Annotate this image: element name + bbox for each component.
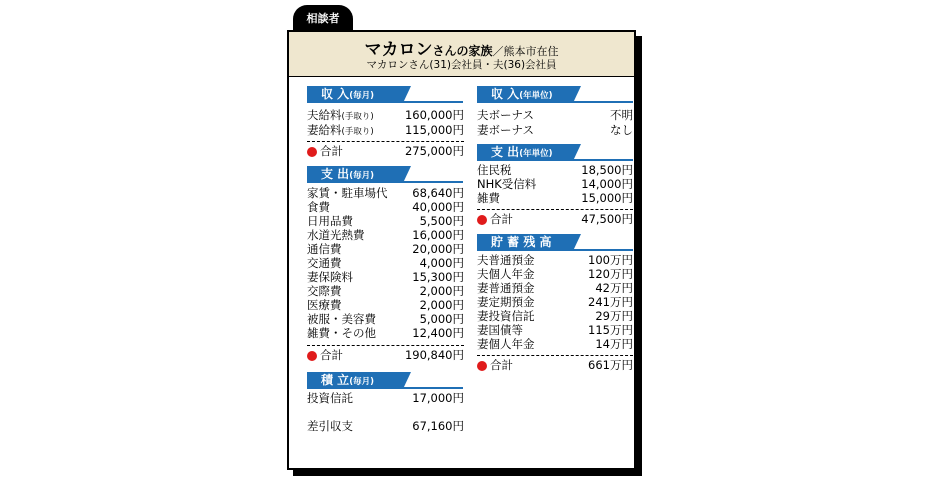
item-label: 家賃・駐車場代 — [307, 186, 388, 200]
total-value: 275,000円 — [404, 144, 464, 158]
total-label: 合計 — [320, 348, 343, 362]
section-title: 収 入 — [321, 87, 350, 101]
item-label: 住民税 — [477, 163, 512, 177]
item-value: 100万円 — [588, 253, 633, 267]
item-value: 5,500円 — [419, 214, 464, 228]
total-label: 合計 — [490, 358, 513, 372]
item-label: 水道光熱費 — [307, 228, 365, 242]
item-label: 雑費・その他 — [307, 326, 376, 340]
item-value: 160,000円 — [404, 108, 464, 122]
item-label: 夫普通預金 — [477, 253, 535, 267]
item-value: なし — [610, 123, 633, 137]
list-item — [307, 123, 464, 138]
list-item — [307, 256, 464, 271]
list-item — [477, 309, 633, 324]
item-label: 日用品費 — [307, 214, 353, 228]
family-name: マカロン — [364, 40, 433, 60]
section-title-suffix: (年単位) — [519, 91, 553, 101]
item-value: 14万円 — [595, 337, 633, 351]
list-item — [477, 108, 633, 123]
divider — [477, 355, 633, 356]
item-value: 115,000円 — [404, 123, 464, 137]
list-item — [307, 186, 464, 201]
location: ／熊本市在住 — [492, 45, 559, 58]
item-label: 妻定期預金 — [477, 295, 535, 309]
section-title-suffix: (毎月) — [349, 171, 374, 181]
item-value: 241万円 — [588, 295, 633, 309]
section-title-suffix: (年単位) — [519, 149, 553, 159]
item-label: 妻給料 — [307, 123, 342, 137]
item-value: 12,400円 — [412, 326, 464, 340]
list-item — [307, 298, 464, 313]
list-item — [307, 108, 464, 123]
total-row — [477, 358, 633, 373]
section-title-suffix: (毎月) — [349, 91, 374, 101]
item-value: 2,000円 — [419, 284, 464, 298]
total-value: 190,840円 — [404, 348, 464, 362]
family-suffix: さんの家族 — [432, 44, 493, 58]
item-label: 妻ボーナス — [477, 123, 535, 137]
item-value: 42万円 — [595, 281, 633, 295]
balance-value: 67,160円 — [412, 419, 464, 433]
section-underline — [307, 101, 463, 103]
item-value: 18,500円 — [581, 163, 633, 177]
section-underline — [477, 159, 633, 161]
card-header — [289, 32, 634, 77]
item-value: 115万円 — [588, 323, 633, 337]
header-subtitle: マカロンさん(31)会社員・夫(36)会社員 — [366, 59, 557, 71]
item-label: 交際費 — [307, 284, 342, 298]
item-value: 5,000円 — [419, 312, 464, 326]
item-value: 15,000円 — [581, 191, 633, 205]
section-title-suffix: (毎月) — [349, 377, 374, 387]
list-item — [477, 295, 633, 310]
item-label: 夫ボーナス — [477, 108, 535, 122]
total-label: 合計 — [490, 212, 513, 226]
section-underline — [307, 181, 463, 183]
item-label: 妻国債等 — [477, 323, 523, 337]
list-item — [307, 391, 464, 406]
item-label: 夫給料 — [307, 108, 342, 122]
item-value: 不明 — [610, 108, 633, 122]
item-label: NHK受信料 — [477, 177, 537, 191]
item-value: 17,000円 — [412, 391, 464, 405]
item-value: 4,000円 — [419, 256, 464, 270]
divider — [477, 209, 633, 210]
list-item — [307, 214, 464, 229]
item-label: 食費 — [307, 200, 330, 214]
total-row — [307, 144, 464, 159]
list-item — [477, 267, 633, 282]
item-label: 妻普通預金 — [477, 281, 535, 295]
section-title: 積 立 — [321, 373, 350, 387]
item-label: 妻個人年金 — [477, 337, 535, 351]
item-label: 被服・美容費 — [307, 312, 376, 326]
balance-row — [307, 419, 464, 434]
list-item — [307, 200, 464, 215]
total-row — [477, 212, 633, 227]
list-item — [477, 191, 633, 206]
divider — [307, 345, 464, 346]
list-item — [307, 312, 464, 327]
total-row — [307, 348, 464, 363]
item-value: 15,300円 — [412, 270, 464, 284]
list-item — [477, 253, 633, 268]
item-label: 投資信託 — [307, 391, 353, 405]
item-value: 29万円 — [595, 309, 633, 323]
item-value: 120万円 — [588, 267, 633, 281]
total-value: 661万円 — [588, 358, 633, 372]
list-item — [307, 228, 464, 243]
item-label: 医療費 — [307, 298, 342, 312]
section-underline — [477, 101, 633, 103]
list-item — [477, 281, 633, 296]
item-label: 雑費 — [477, 191, 500, 205]
section-underline — [307, 387, 463, 389]
balance-label: 差引収支 — [307, 419, 353, 433]
item-label-suffix: (手取り) — [341, 127, 374, 137]
list-item — [307, 242, 464, 257]
divider — [307, 141, 464, 142]
item-label: 妻投資信託 — [477, 309, 535, 323]
item-value: 2,000円 — [419, 298, 464, 312]
list-item — [477, 337, 633, 352]
section-title: 支 出 — [491, 145, 520, 159]
total-label: 合計 — [320, 144, 343, 158]
list-item — [477, 177, 633, 192]
item-value: 14,000円 — [581, 177, 633, 191]
consultant-tag: 相談者 — [293, 5, 353, 33]
section-title: 貯 蓄 残 高 — [491, 235, 552, 249]
item-value: 20,000円 — [412, 242, 464, 256]
item-label: 夫個人年金 — [477, 267, 535, 281]
section-underline — [477, 249, 633, 251]
item-label: 通信費 — [307, 242, 342, 256]
item-label: 妻保険料 — [307, 270, 353, 284]
item-value: 16,000円 — [412, 228, 464, 242]
section-title: 支 出 — [321, 167, 350, 181]
list-item — [307, 284, 464, 299]
list-item — [477, 163, 633, 178]
item-value: 68,640円 — [412, 186, 464, 200]
item-label: 交通費 — [307, 256, 342, 270]
list-item — [477, 123, 633, 138]
household-budget-card — [287, 30, 636, 470]
item-label-suffix: (手取り) — [341, 112, 374, 122]
section-title: 収 入 — [491, 87, 520, 101]
list-item — [477, 323, 633, 338]
item-value: 40,000円 — [412, 200, 464, 214]
list-item — [307, 326, 464, 341]
list-item — [307, 270, 464, 285]
total-value: 47,500円 — [581, 212, 633, 226]
